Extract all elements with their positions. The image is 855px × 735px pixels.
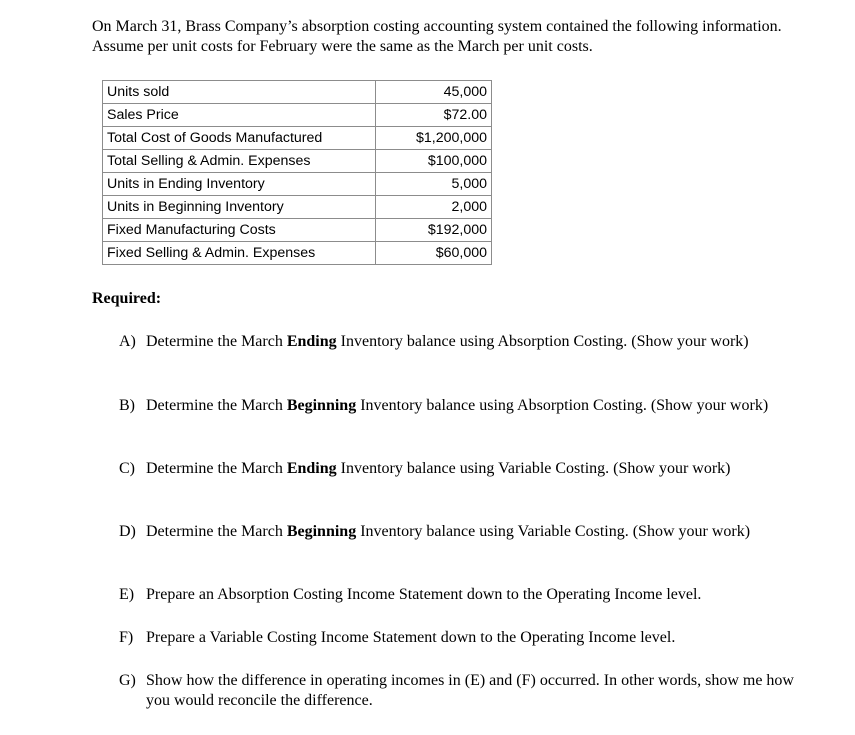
requirement-text: Determine the March Ending Inventory balance using Variable Costing. (Show your work) [146,460,731,477]
row-label: Units in Beginning Inventory [103,196,376,219]
row-label: Total Cost of Goods Manufactured [103,127,376,150]
requirement-item-f [119,628,799,648]
row-value: 2,000 [376,196,492,219]
requirement-letter: C) [119,460,135,477]
data-table [102,80,492,265]
requirement-text: Prepare an Absorption Costing Income Statement down to the Operating Income level. [146,586,702,603]
row-value: 5,000 [376,173,492,196]
row-label: Total Selling & Admin. Expenses [103,150,376,173]
row-label: Units sold [103,81,376,104]
requirement-item-g [119,671,799,711]
row-label: Units in Ending Inventory [103,173,376,196]
row-value: $100,000 [376,150,492,173]
requirement-item-c [119,459,799,479]
requirement-letter: D) [119,523,136,540]
requirement-letter: A) [119,333,136,350]
requirement-letter: F) [119,629,134,646]
table-row [103,150,492,173]
row-value: 45,000 [376,81,492,104]
requirement-letter: G) [119,672,136,689]
table-row [103,104,492,127]
table-row [103,173,492,196]
row-value: $1,200,000 [376,127,492,150]
requirement-text: Show how the difference in operating incomes in (E) and (F) occurred. In other words, show me how you would reconcile the difference. [146,672,794,709]
requirement-text: Determine the March Beginning Inventory balance using Absorption Costing. (Show your work) [146,397,769,414]
row-label: Sales Price [103,104,376,127]
table-row [103,219,492,242]
row-value: $72.00 [376,104,492,127]
requirement-item-e [119,585,799,605]
table-row [103,81,492,104]
table-row [103,242,492,265]
row-value: $192,000 [376,219,492,242]
requirement-item-b [119,396,799,416]
requirement-item-a [119,332,799,352]
row-label: Fixed Selling & Admin. Expenses [103,242,376,265]
requirement-letter: B) [119,397,135,414]
requirement-text: Determine the March Beginning Inventory balance using Variable Costing. (Show your work) [146,523,751,540]
requirement-letter: E) [119,586,135,603]
requirement-item-d [119,522,799,542]
row-label: Fixed Manufacturing Costs [103,219,376,242]
required-heading: Required: [92,290,162,307]
row-value: $60,000 [376,242,492,265]
requirement-text: Prepare a Variable Costing Income Statement down to the Operating Income level. [146,629,676,646]
table-row [103,127,492,150]
table-row [103,196,492,219]
intro-paragraph: On March 31, Brass Company’s absorption costing accounting system contained the following information. Assume per unit costs for February were the same as the March per unit costs. [92,18,782,55]
requirement-text: Determine the March Ending Inventory balance using Absorption Costing. (Show your work) [146,333,749,350]
